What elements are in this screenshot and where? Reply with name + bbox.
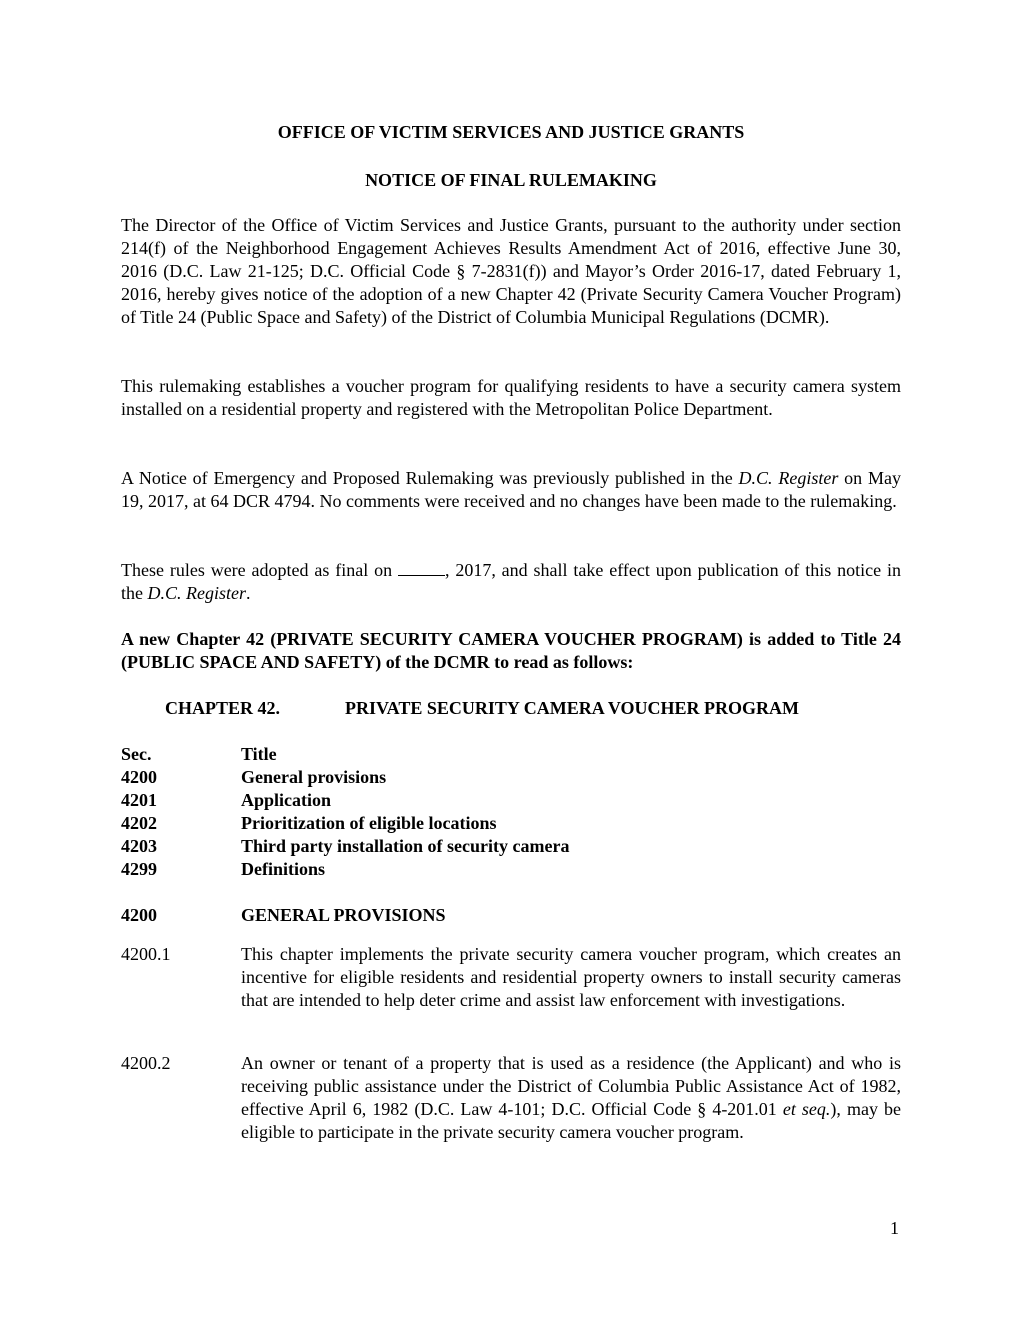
- chapter-number: CHAPTER 42.: [165, 698, 281, 718]
- page-number: 1: [890, 1218, 899, 1238]
- toc-row: 4203 Third party installation of security camera: [121, 836, 570, 856]
- date-blank-line: [398, 559, 445, 576]
- toc-row: 4299 Definitions: [121, 859, 326, 879]
- subsection-text: An owner or tenant of a property that is used as a residence (the Applicant) and who is receiving public assistance under the District of Columbia Public Assistance Act of 1982, effective April 6, 1982 (D.C. Law 4-101; D.C. Official Code § 4-201.01 et seq.), may be eligible to participate in the private security camera voucher program.: [241, 1053, 901, 1142]
- notice-title: NOTICE OF FINAL RULEMAKING: [365, 170, 657, 190]
- publication-name: D.C. Register: [147, 583, 246, 603]
- subsection-number: 4200.2: [121, 1053, 171, 1073]
- intro-paragraph-3: A Notice of Emergency and Proposed Rulemaking was previously published in the D.C. Register on May 19, 2017, at 64 DCR 4794. No comments were received and no changes have been made to the rulemaking.: [121, 468, 901, 511]
- agency-title: OFFICE OF VICTIM SERVICES AND JUSTICE GRANTS: [277, 122, 745, 142]
- amendment-statement: A new Chapter 42 (PRIVATE SECURITY CAMERA VOUCHER PROGRAM) is added to Title 24 (PUBLIC SPACE AND SAFETY) of the DCMR to read as follows:: [121, 629, 901, 672]
- intro-paragraph-2: This rulemaking establishes a voucher program for qualifying residents to have a security camera system installed on a residential property and registered with the Metropolitan Police Department.: [121, 376, 901, 419]
- chapter-title: PRIVATE SECURITY CAMERA VOUCHER PROGRAM: [345, 698, 800, 718]
- toc-header: Sec. Title: [121, 744, 277, 764]
- document-page: [121, 0, 901, 1320]
- intro-paragraph-1: The Director of the Office of Victim Services and Justice Grants, pursuant to the authority under section 214(f) of the Neighborhood Engagement Achieves Results Amendment Act of 2016, effective June 30, 2016 (D.C. Law 21-125; D.C. Official Code § 7-2831(f)) and Mayor’s Order 2016-17, dated February 1, 2016, hereby gives notice of the adoption of a new Chapter 42 (Private Security Camera Voucher Program) of Title 24 (Public Space and Safety) of the District of Columbia Municipal Regulations (DCMR).: [121, 215, 901, 327]
- toc-row: 4202 Prioritization of eligible locations: [121, 813, 497, 833]
- section-heading-4200: 4200 GENERAL PROVISIONS: [121, 905, 446, 925]
- intro-paragraph-4: These rules were adopted as final on , 2017, and shall take effect upon publication of this notice in the D.C. Register.: [121, 560, 902, 603]
- subsection-text: This chapter implements the private security camera voucher program, which creates an incentive for eligible residents and residential property owners to install security cameras that are intended to help deter crime and assist law enforcement with investigations.: [241, 944, 901, 1010]
- toc-row: 4200 General provisions: [121, 767, 387, 787]
- toc-row: 4201 Application: [121, 790, 332, 810]
- subsection-number: 4200.1: [121, 944, 171, 964]
- publication-name: D.C. Register: [738, 468, 839, 488]
